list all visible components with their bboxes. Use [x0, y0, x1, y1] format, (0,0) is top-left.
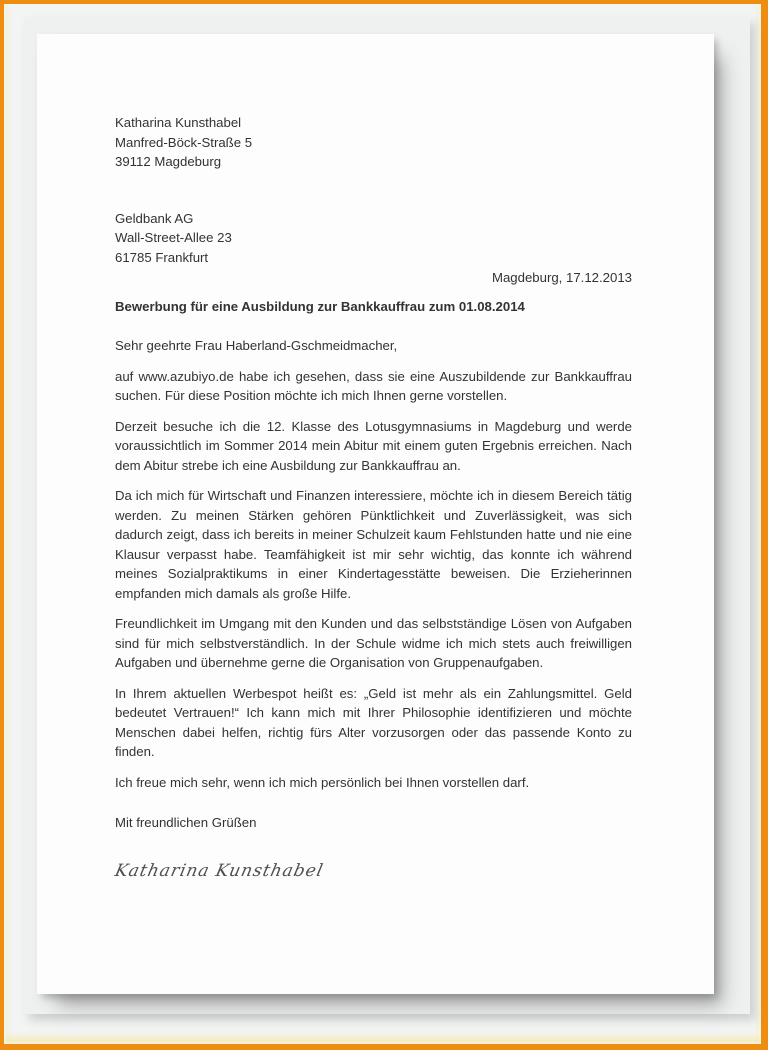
recipient-company: Geldbank AG	[115, 210, 194, 226]
body-paragraph: auf www.azubiyo.de habe ich gesehen, dass sie eine Auszubildende zur Bankkauffrau suchen. Für diese Position möchte ich mich Ihnen gerne vorstellen.	[115, 368, 632, 403]
recipient-street: Wall-Street-Allee 23	[115, 230, 232, 245]
subject-line: Bewerbung für eine Ausbildung zur Bankkauffrau zum 01.08.2014	[115, 298, 525, 314]
body-paragraph: In Ihrem aktuellen Werbespot heißt es: „Geld ist mehr als ein Zahlungsmittel. Geld bedeutet Vertrauen!“ Ich kann mich mit Ihrer Philosophie identifizieren und möchte Menschen dabei helfen, richtig fürs Alter vorzusorgen oder das passende Konto zu finden.	[115, 685, 632, 759]
body-paragraph: Freundlichkeit im Umgang mit den Kunden und das selbstständige Lösen von Aufgaben sind für mich selbstverständlich. In der Schule widme ich mich stets auch freiwilligen Aufgaben und übernehme gerne die Organisation von Gruppenaufgaben.	[115, 616, 632, 670]
sender-city: 39112 Magdeburg	[115, 154, 222, 169]
signature-text: Katharina Kunsthabel	[113, 860, 326, 881]
closing-formula: Mit freundlichen Grüßen	[115, 815, 257, 830]
letter-page	[37, 34, 714, 994]
salutation: Sehr geehrte Frau Haberland-Gschmeidmacher,	[115, 338, 398, 353]
handwritten-signature	[115, 862, 632, 882]
sender-name: Katharina Kunsthabel	[115, 115, 242, 130]
recipient-city: 61785 Frankfurt	[115, 249, 209, 265]
letter-content	[37, 34, 714, 881]
sender-address	[115, 113, 632, 172]
date-line: Magdeburg, 17.12.2013	[491, 270, 632, 285]
recipient-address	[115, 209, 632, 268]
body-paragraph: Da ich mich für Wirtschaft und Finanzen interessiere, möchte ich in diesem Bereich tätig werden. Zu meinen Stärken gehören Pünktlichkeit und Zuverlässigkeit, was sich dadurch zeigt, dass ich bereits in meiner Schulzeit kaum Fehlstunden hatte und nie eine Klausur verpasst habe. Teamfähigkeit ist mir sehr wichtig, das konnte ich während meines Sozialpraktikums in einer Kindertagesstätte beweisen. Die Erzieherinnen empfanden mich damals als große Hilfe.	[115, 488, 632, 601]
sender-street: Manfred-Böck-Straße 5	[115, 134, 253, 150]
body-paragraph: Derzeit besuche ich die 12. Klasse des Lotusgymnasiums in Magdeburg und werde voraussichtlich im Sommer 2014 mein Abitur mit einem guten Ergebnis erreichen. Nach dem Abitur strebe ich eine Ausbildung zur Bankkauffrau an.	[115, 418, 632, 473]
body-paragraph: Ich freue mich sehr, wenn ich mich persönlich bei Ihnen vorstellen darf.	[115, 774, 530, 790]
